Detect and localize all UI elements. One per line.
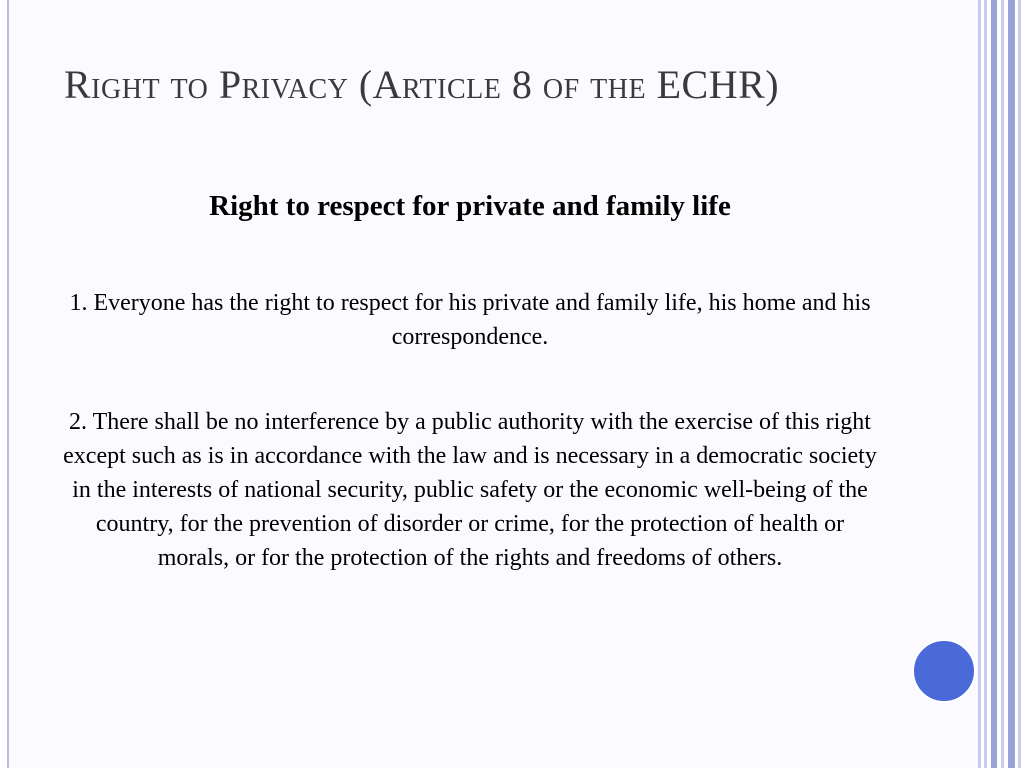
right-decorative-stripes xyxy=(978,0,1024,768)
decorative-circle xyxy=(912,639,976,703)
paragraph-1: 1. Everyone has the right to respect for his private and family life, his home and his correspondence. xyxy=(69,290,871,350)
slide-title: Right to Privacy (Article 8 of the ECHR) xyxy=(64,62,780,107)
slide-background xyxy=(9,0,979,768)
left-border-line xyxy=(7,0,9,768)
article-heading: Right to respect for private and family life xyxy=(209,190,731,222)
paragraph-2: 2. There shall be no interference by a public authority with the exercise of this right except such as is in accordance with the law and is necessary in a democratic society in the interests of national security, public safety or the economic well-being of the country, for the prevention of disorder or crime, for the protection of health or morals, or for the protection of the rights and freedoms of others. xyxy=(63,409,877,571)
